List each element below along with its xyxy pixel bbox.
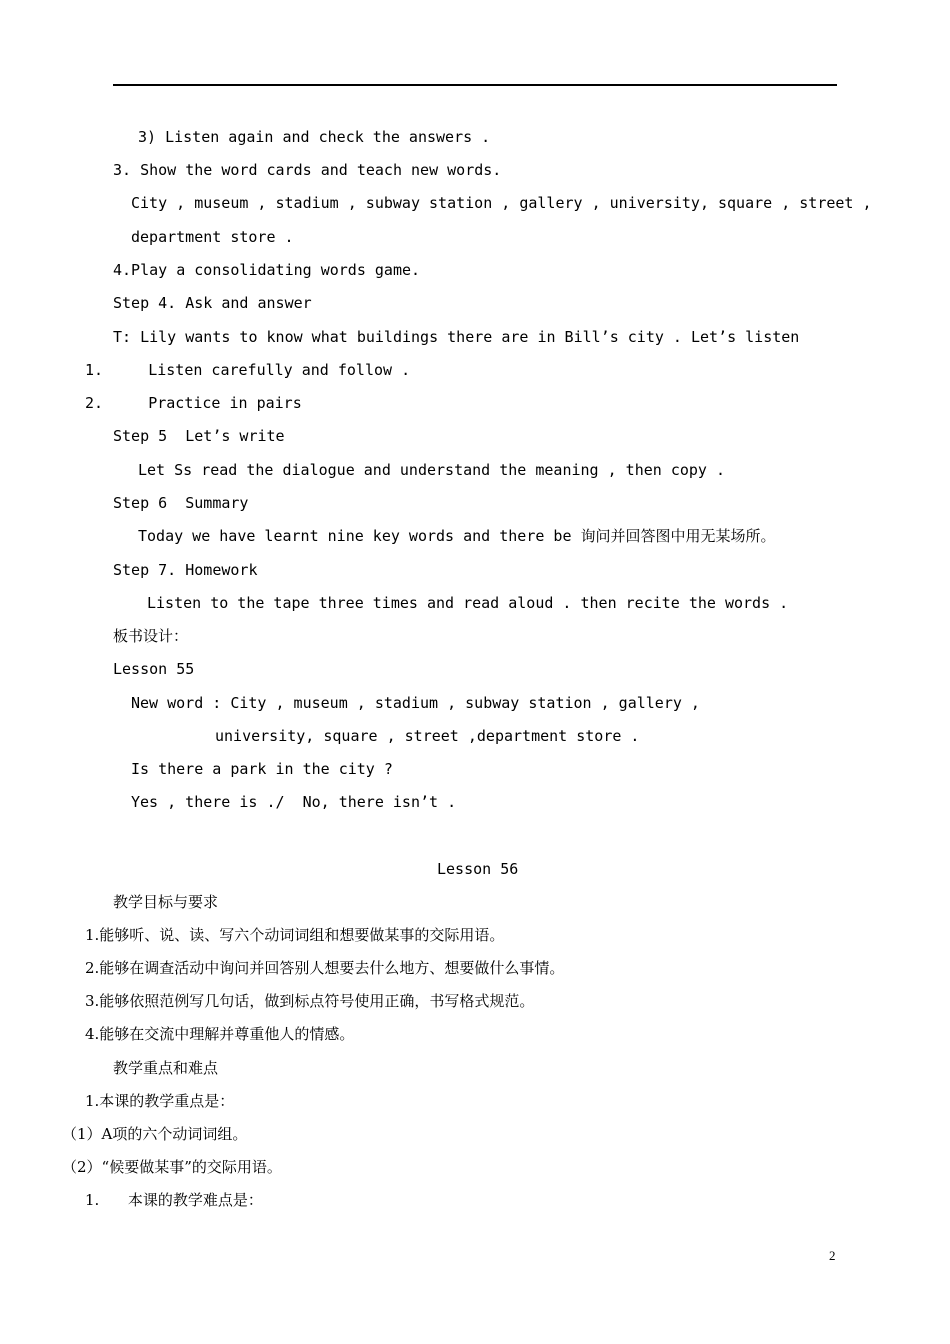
- text-line: Yes , there is ./ No, there isn’t .: [131, 793, 457, 811]
- page-number: 2: [829, 1248, 836, 1263]
- step-heading: Step 5 Let’s write: [113, 427, 285, 445]
- text-line: Is there a park in the city ?: [131, 760, 393, 778]
- text-line: department store .: [131, 228, 294, 246]
- list-item: 1. Listen carefully and follow .: [85, 361, 411, 379]
- text-line: T: Lily wants to know what buildings there are in Bill’s city . Let’s listen: [113, 328, 800, 346]
- list-item: 4.能够在交流中理解并尊重他人的情感。: [85, 1025, 355, 1043]
- section-heading: 教学重点和难点: [113, 1059, 219, 1077]
- section-heading: 教学目标与要求: [113, 893, 219, 911]
- list-item: 3.能够依照范例写几句话，做到标点符号使用正确，书写格式规范。: [85, 992, 535, 1010]
- text-line: City , museum , stadium , subway station , gallery , university, square , street ,: [131, 194, 872, 212]
- step-heading: Step 6 Summary: [113, 494, 249, 512]
- text-line: Listen to the tape three times and read aloud . then recite the words .: [147, 594, 789, 612]
- text-line: Let Ss read the dialogue and understand the meaning , then copy .: [138, 461, 725, 479]
- list-item: （1）A项的六个动词词组。: [62, 1125, 248, 1143]
- list-item: 2.能够在调查活动中询问并回答别人想要去什么地方、想要做什么事情。: [85, 959, 565, 977]
- text-line: 4.Play a consolidating words game.: [113, 261, 421, 279]
- section-heading: 板书设计：: [113, 627, 189, 645]
- list-item: 1.本课的教学重点是：: [85, 1092, 235, 1110]
- text-line: Lesson 55: [113, 660, 195, 678]
- header-rule: [113, 84, 837, 86]
- list-item: 1. 本课的教学难点是：: [85, 1191, 263, 1209]
- step-heading: Step 4. Ask and answer: [113, 294, 312, 312]
- list-item: 2. Practice in pairs: [85, 394, 302, 412]
- text-line: 3) Listen again and check the answers .: [138, 128, 491, 146]
- text-line: Today we have learnt nine key words and there be 询问并回答图中用无某场所。: [138, 527, 776, 545]
- text-line: 3. Show the word cards and teach new words.: [113, 161, 502, 179]
- list-item: （2）“候要做某事”的交际用语。: [62, 1158, 282, 1176]
- text-line: university, square , street ,department store .: [215, 727, 640, 745]
- lesson-title: Lesson 56: [437, 860, 519, 878]
- step-heading: Step 7. Homework: [113, 561, 258, 579]
- list-item: 1.能够听、说、读、写六个动词词组和想要做某事的交际用语。: [85, 926, 505, 944]
- text-line: New word : City , museum , stadium , subway station , gallery ,: [131, 694, 700, 712]
